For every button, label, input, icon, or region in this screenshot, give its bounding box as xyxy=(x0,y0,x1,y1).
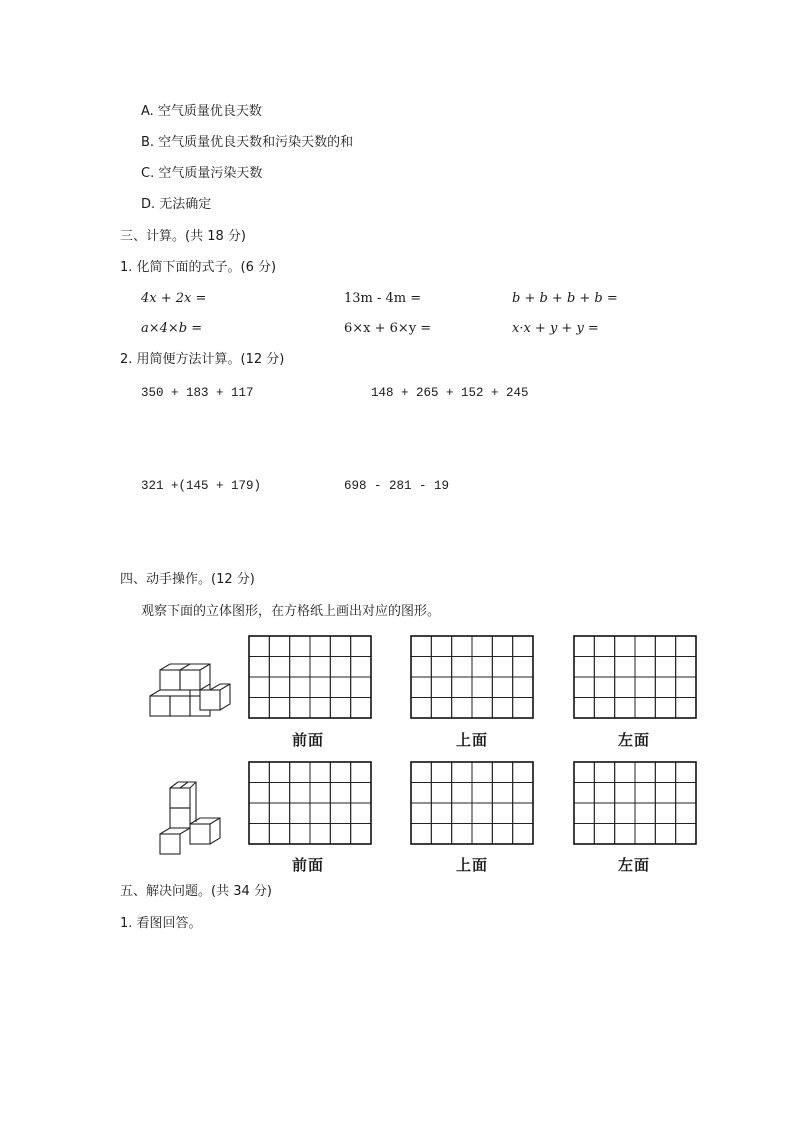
choice-a: A. 空气质量优良天数 xyxy=(141,104,262,119)
grid-cell[interactable] xyxy=(635,698,655,719)
grid-cell[interactable] xyxy=(452,657,472,678)
grid-cell[interactable] xyxy=(310,698,330,719)
caption-top-2: 上面 xyxy=(456,856,489,874)
grid-cell[interactable] xyxy=(635,657,655,678)
grid-cell[interactable] xyxy=(351,698,371,719)
grid-cell[interactable] xyxy=(676,783,696,804)
grid-cell[interactable] xyxy=(249,762,269,783)
grid-cell[interactable] xyxy=(269,803,289,824)
grid-cell[interactable] xyxy=(574,762,594,783)
grid-cell[interactable] xyxy=(594,636,614,657)
grid-cell[interactable] xyxy=(513,803,533,824)
grid-cell[interactable] xyxy=(594,657,614,678)
grid-cell[interactable] xyxy=(676,677,696,698)
expression-6: x·x + y + y = xyxy=(512,321,599,336)
grid-cell[interactable] xyxy=(351,824,371,845)
grid-cell[interactable] xyxy=(431,677,451,698)
grid-cell[interactable] xyxy=(594,762,614,783)
grid-cell[interactable] xyxy=(290,803,310,824)
expression-1: 4x + 2x = xyxy=(141,291,207,306)
grid-cell[interactable] xyxy=(615,783,635,804)
grid-cell[interactable] xyxy=(249,803,269,824)
grid-cell[interactable] xyxy=(310,783,330,804)
grid-cell[interactable] xyxy=(635,677,655,698)
grid-cell[interactable] xyxy=(615,636,635,657)
grid-cell[interactable] xyxy=(269,657,289,678)
grid-cell[interactable] xyxy=(615,824,635,845)
calc-1: 350 + 183 + 117 xyxy=(141,386,254,400)
grid-cell[interactable] xyxy=(452,783,472,804)
grid-cell[interactable] xyxy=(513,657,533,678)
grid-cell[interactable] xyxy=(269,698,289,719)
grid-cell[interactable] xyxy=(574,824,594,845)
grid-cell[interactable] xyxy=(431,657,451,678)
grid-cell[interactable] xyxy=(676,762,696,783)
expression-2: 13m - 4m = xyxy=(344,291,422,306)
grid-cell[interactable] xyxy=(635,824,655,845)
grid-cell[interactable] xyxy=(330,698,350,719)
grid-cell[interactable] xyxy=(310,803,330,824)
grid-cell[interactable] xyxy=(411,698,431,719)
grid-front-1[interactable] xyxy=(248,635,372,719)
grid-cell[interactable] xyxy=(492,783,512,804)
grid-cell[interactable] xyxy=(594,803,614,824)
grid-cell[interactable] xyxy=(655,698,675,719)
grid-cell[interactable] xyxy=(492,636,512,657)
grid-cell[interactable] xyxy=(452,762,472,783)
grid-cell[interactable] xyxy=(472,636,492,657)
grid-cell[interactable] xyxy=(513,824,533,845)
grid-cell[interactable] xyxy=(411,783,431,804)
expression-4: a×4×b = xyxy=(141,321,203,336)
section-5-title: 五、解决问题。(共 34 分) xyxy=(120,884,272,899)
grid-cell[interactable] xyxy=(290,824,310,845)
grid-cell[interactable] xyxy=(492,677,512,698)
grid-cell[interactable] xyxy=(655,657,675,678)
cube-figure-2 xyxy=(158,778,224,858)
grid-cell[interactable] xyxy=(655,762,675,783)
calc-2: 148 + 265 + 152 + 245 xyxy=(371,386,529,400)
grid-cell[interactable] xyxy=(431,698,451,719)
grid-cell[interactable] xyxy=(290,636,310,657)
grid-cell[interactable] xyxy=(472,824,492,845)
grid-cell[interactable] xyxy=(594,783,614,804)
grid-cell[interactable] xyxy=(269,762,289,783)
grid-cell[interactable] xyxy=(330,657,350,678)
grid-cell[interactable] xyxy=(411,762,431,783)
grid-cell[interactable] xyxy=(615,803,635,824)
grid-cell[interactable] xyxy=(431,803,451,824)
grid-cell[interactable] xyxy=(472,677,492,698)
grid-cell[interactable] xyxy=(330,762,350,783)
grid-cell[interactable] xyxy=(594,698,614,719)
grid-cell[interactable] xyxy=(411,824,431,845)
grid-cell[interactable] xyxy=(655,677,675,698)
grid-cell[interactable] xyxy=(615,677,635,698)
grid-cell[interactable] xyxy=(492,762,512,783)
grid-cell[interactable] xyxy=(472,762,492,783)
caption-front-2: 前面 xyxy=(292,856,325,874)
grid-cell[interactable] xyxy=(655,824,675,845)
grid-cell[interactable] xyxy=(492,824,512,845)
grid-cell[interactable] xyxy=(452,824,472,845)
grid-cell[interactable] xyxy=(574,803,594,824)
grid-cell[interactable] xyxy=(269,636,289,657)
caption-top-1: 上面 xyxy=(456,731,489,749)
grid-cell[interactable] xyxy=(513,783,533,804)
grid-left-1[interactable] xyxy=(573,635,697,719)
caption-left-2: 左面 xyxy=(618,856,651,874)
grid-cell[interactable] xyxy=(655,783,675,804)
section-5-q1-title: 1. 看图回答。 xyxy=(120,916,202,931)
grid-cell[interactable] xyxy=(676,657,696,678)
grid-cell[interactable] xyxy=(676,824,696,845)
section-4-instruction: 观察下面的立体图形，在方格纸上画出对应的图形。 xyxy=(141,604,441,619)
grid-cell[interactable] xyxy=(310,636,330,657)
grid-cell[interactable] xyxy=(574,783,594,804)
grid-cell[interactable] xyxy=(249,636,269,657)
grid-cell[interactable] xyxy=(492,803,512,824)
choice-b: B. 空气质量优良天数和污染天数的和 xyxy=(141,135,354,150)
grid-cell[interactable] xyxy=(472,783,492,804)
grid-top-1[interactable] xyxy=(410,635,534,719)
grid-cell[interactable] xyxy=(269,677,289,698)
caption-front-1: 前面 xyxy=(292,731,325,749)
grid-cell[interactable] xyxy=(290,783,310,804)
grid-cell[interactable] xyxy=(351,677,371,698)
grid-cell[interactable] xyxy=(513,677,533,698)
grid-cell[interactable] xyxy=(472,698,492,719)
choice-c: C. 空气质量污染天数 xyxy=(141,166,263,181)
grid-cell[interactable] xyxy=(452,803,472,824)
grid-cell[interactable] xyxy=(452,677,472,698)
grid-cell[interactable] xyxy=(492,657,512,678)
grid-cell[interactable] xyxy=(452,698,472,719)
grid-left-2[interactable] xyxy=(573,761,697,845)
grid-cell[interactable] xyxy=(635,783,655,804)
grid-cell[interactable] xyxy=(635,762,655,783)
grid-cell[interactable] xyxy=(594,677,614,698)
choice-d: D. 无法确定 xyxy=(141,197,212,212)
grid-cell[interactable] xyxy=(513,636,533,657)
grid-cell[interactable] xyxy=(310,762,330,783)
grid-cell[interactable] xyxy=(351,762,371,783)
grid-cell[interactable] xyxy=(249,824,269,845)
grid-cell[interactable] xyxy=(431,762,451,783)
section-3-q1-title: 1. 化简下面的式子。(6 分) xyxy=(120,260,277,275)
section-4-title: 四、动手操作。(12 分) xyxy=(120,572,255,587)
grid-cell[interactable] xyxy=(351,636,371,657)
grid-cell[interactable] xyxy=(574,677,594,698)
grid-cell[interactable] xyxy=(574,657,594,678)
grid-cell[interactable] xyxy=(330,677,350,698)
grid-cell[interactable] xyxy=(452,636,472,657)
grid-cell[interactable] xyxy=(574,698,594,719)
grid-cell[interactable] xyxy=(330,636,350,657)
grid-cell[interactable] xyxy=(330,803,350,824)
grid-cell[interactable] xyxy=(249,698,269,719)
grid-cell[interactable] xyxy=(330,783,350,804)
grid-cell[interactable] xyxy=(513,698,533,719)
grid-cell[interactable] xyxy=(492,698,512,719)
grid-cell[interactable] xyxy=(249,657,269,678)
section-3-title: 三、计算。(共 18 分) xyxy=(120,229,246,244)
grid-cell[interactable] xyxy=(351,657,371,678)
grid-cell[interactable] xyxy=(594,824,614,845)
grid-cell[interactable] xyxy=(411,803,431,824)
grid-cell[interactable] xyxy=(249,783,269,804)
grid-cell[interactable] xyxy=(290,677,310,698)
grid-cell[interactable] xyxy=(513,762,533,783)
grid-cell[interactable] xyxy=(655,636,675,657)
grid-cell[interactable] xyxy=(615,657,635,678)
calc-4: 698 - 281 - 19 xyxy=(344,479,450,493)
grid-cell[interactable] xyxy=(290,698,310,719)
grid-cell[interactable] xyxy=(411,677,431,698)
grid-cell[interactable] xyxy=(290,762,310,783)
grid-cell[interactable] xyxy=(615,698,635,719)
grid-cell[interactable] xyxy=(431,636,451,657)
grid-front-2[interactable] xyxy=(248,761,372,845)
grid-cell[interactable] xyxy=(676,636,696,657)
grid-cell[interactable] xyxy=(635,636,655,657)
grid-cell[interactable] xyxy=(249,677,269,698)
caption-left-1: 左面 xyxy=(618,731,651,749)
grid-cell[interactable] xyxy=(269,824,289,845)
grid-cell[interactable] xyxy=(431,824,451,845)
expression-5: 6×x + 6×y = xyxy=(344,321,432,336)
grid-cell[interactable] xyxy=(431,783,451,804)
grid-cell[interactable] xyxy=(330,824,350,845)
grid-cell[interactable] xyxy=(615,762,635,783)
expression-3: b + b + b + b = xyxy=(512,291,618,306)
grid-cell[interactable] xyxy=(290,657,310,678)
grid-cell[interactable] xyxy=(411,636,431,657)
grid-cell[interactable] xyxy=(574,636,594,657)
grid-cell[interactable] xyxy=(351,803,371,824)
grid-cell[interactable] xyxy=(472,657,492,678)
grid-cell[interactable] xyxy=(472,803,492,824)
grid-cell[interactable] xyxy=(269,783,289,804)
grid-cell[interactable] xyxy=(411,657,431,678)
grid-cell[interactable] xyxy=(676,803,696,824)
grid-cell[interactable] xyxy=(310,824,330,845)
grid-cell[interactable] xyxy=(635,803,655,824)
grid-cell[interactable] xyxy=(655,803,675,824)
grid-cell[interactable] xyxy=(351,783,371,804)
section-3-q2-title: 2. 用简便方法计算。(12 分) xyxy=(120,352,285,367)
grid-cell[interactable] xyxy=(676,698,696,719)
grid-cell[interactable] xyxy=(310,677,330,698)
calc-3: 321 +(145 + 179) xyxy=(141,479,262,493)
grid-top-2[interactable] xyxy=(410,761,534,845)
cube-figure-1 xyxy=(148,660,234,720)
grid-cell[interactable] xyxy=(310,657,330,678)
